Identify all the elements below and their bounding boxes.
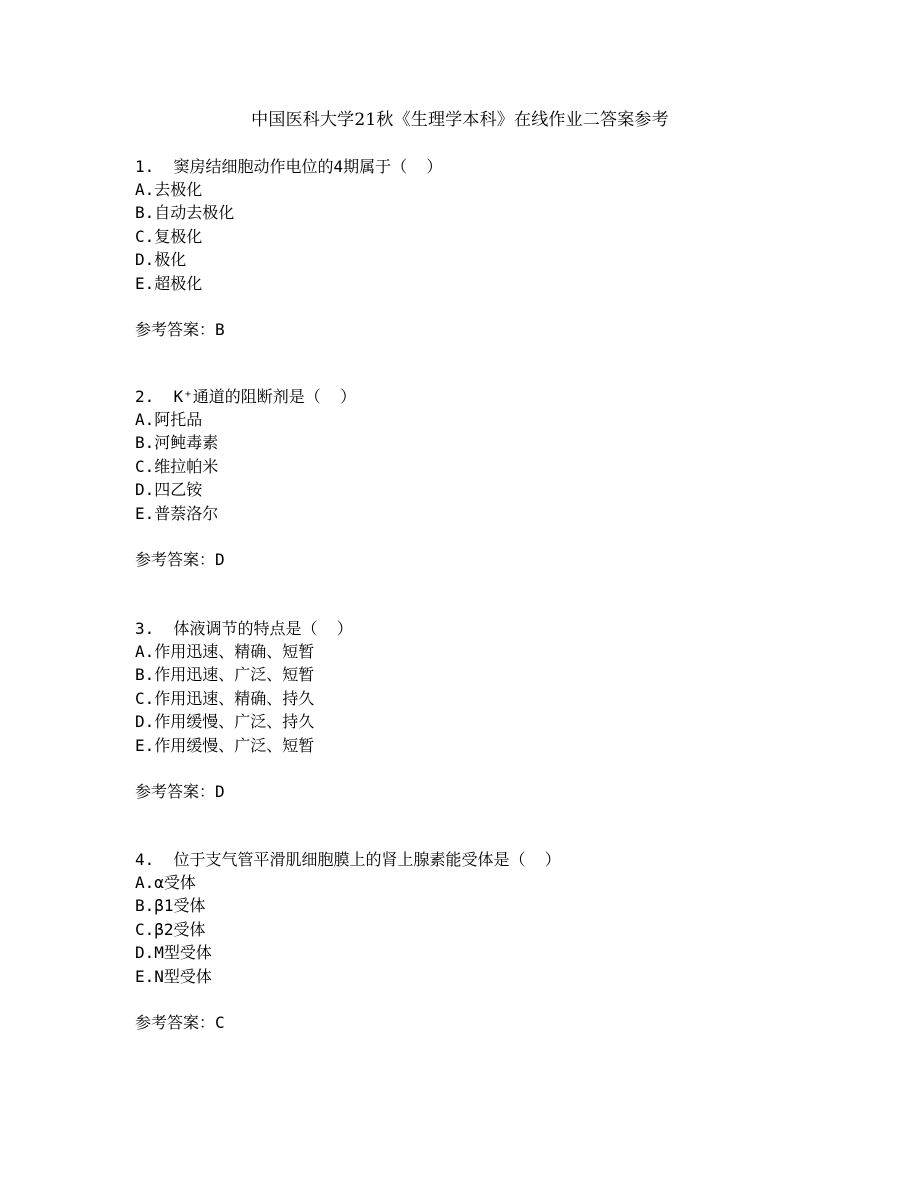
- question-4: [135, 848, 835, 1035]
- reference-answer: 参考答案：D: [135, 549, 225, 569]
- option-a: A.作用迅速、精确、短暂: [135, 642, 315, 661]
- option-a: A.α受体: [135, 873, 196, 892]
- reference-answer: 参考答案：D: [135, 781, 225, 801]
- option-d: D.极化: [135, 250, 187, 270]
- option-b: B.作用迅速、广泛、短暂: [135, 665, 315, 685]
- question-1: [135, 155, 835, 342]
- question-2: [135, 385, 835, 572]
- option-d: D.作用缓慢、广泛、持久: [135, 712, 315, 732]
- option-e: E.作用缓慢、广泛、短暂: [135, 735, 315, 755]
- question-stem: 4. 位于支气管平滑肌细胞膜上的肾上腺素能受体是（ ）: [135, 850, 561, 869]
- option-d: D.M型受体: [135, 943, 212, 963]
- option-a: A.阿托品: [135, 410, 203, 429]
- option-d: D.四乙铵: [135, 480, 203, 500]
- option-c: C.复极化: [135, 226, 203, 246]
- option-e: E.N型受体: [135, 966, 212, 986]
- reference-answer: 参考答案：B: [135, 319, 225, 339]
- option-b: B.自动去极化: [135, 203, 235, 223]
- reference-answer: 参考答案：C: [135, 1012, 225, 1032]
- option-a: A.去极化: [135, 180, 203, 199]
- document-title: 中国医科大学21秋《生理学本科》在线作业二答案参考: [251, 110, 669, 130]
- question-3: [135, 617, 835, 804]
- option-e: E.超极化: [135, 273, 203, 293]
- question-stem: 2. K⁺通道的阻断剂是（ ）: [135, 387, 357, 406]
- option-b: B.河鲀毒素: [135, 433, 219, 453]
- option-b: B.β1受体: [135, 896, 206, 916]
- question-stem: 3. 体液调节的特点是（ ）: [135, 619, 353, 638]
- option-c: C.作用迅速、精确、持久: [135, 688, 315, 708]
- option-c: C.β2受体: [135, 919, 206, 939]
- option-e: E.普萘洛尔: [135, 503, 219, 523]
- option-c: C.维拉帕米: [135, 456, 219, 476]
- question-stem: 1. 窦房结细胞动作电位的4期属于（ ）: [135, 157, 443, 176]
